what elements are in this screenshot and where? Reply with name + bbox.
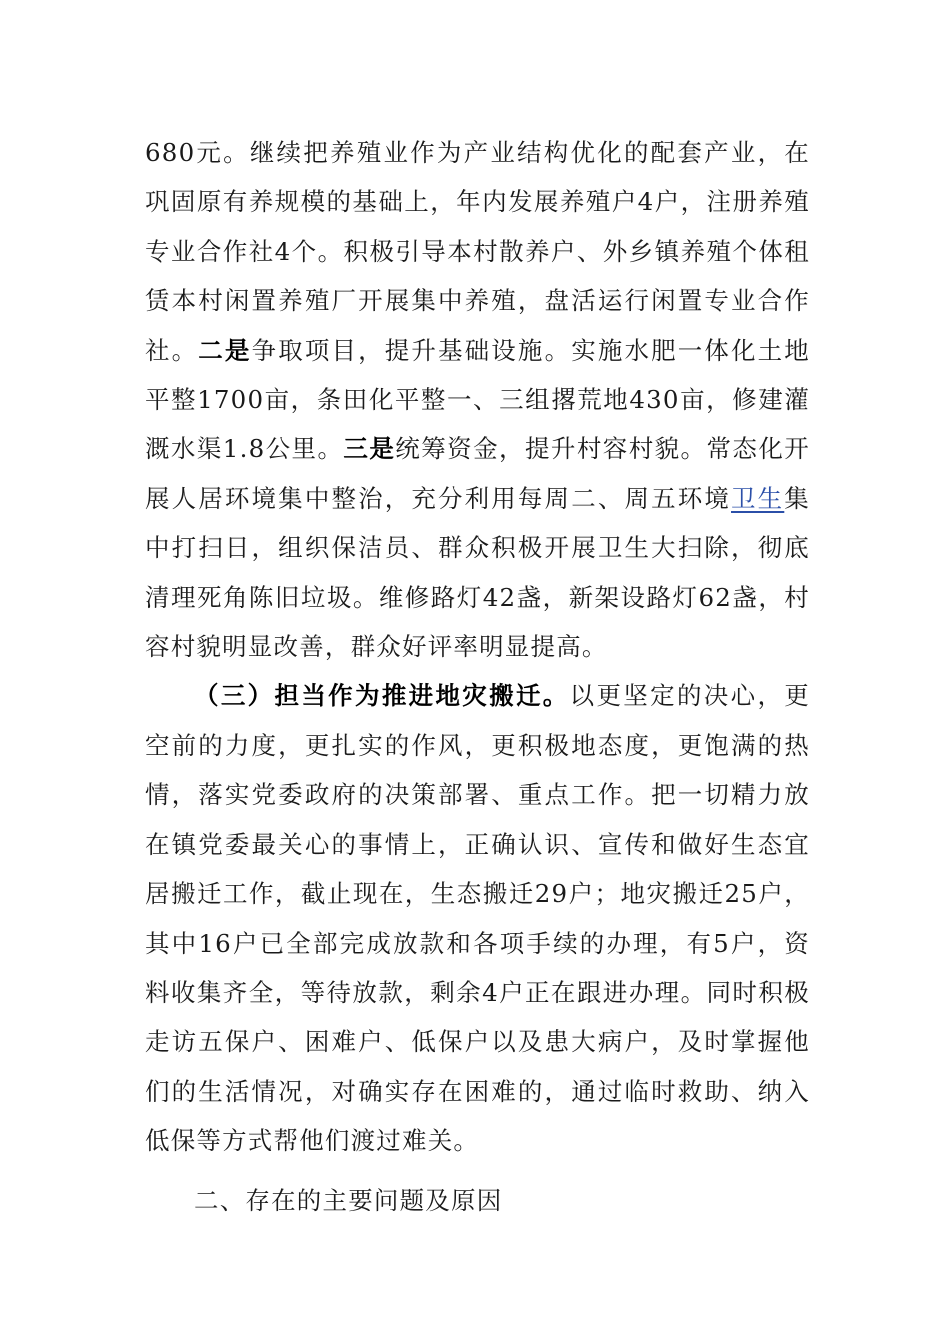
bold-lead-three: 三是 [343, 434, 396, 464]
paragraph-text: 集中打扫日，组织保洁员、群众积极开展卫生大扫除，彻底清理死角陈旧垃圾。维修路灯42盏，新架设路灯62盏，村容村貌明显改善，群众好评率明显提高。 [145, 483, 810, 662]
hygiene-link[interactable]: 卫生 [731, 483, 785, 513]
paragraph-text: 680元。继续把养殖业作为产业结构优化的配套产业，在巩固原有养规模的基础上，年内发展养殖户4户，注册养殖专业合作社4个。积极引导本村散养户、外乡镇养殖个体租赁本村闲置养殖厂开展集中养殖，盘活运行闲置专业合作社。 [145, 138, 810, 365]
paragraph-disaster-relocation [145, 671, 810, 1165]
document-body [145, 128, 810, 1225]
section-heading-three: （三）担当作为推进地灾搬迁。 [194, 681, 570, 711]
section-heading-problems: 二、存在的主要问题及原因 [194, 1185, 503, 1215]
paragraph-text: 争取项目，提升基础设施。实施水肥一体化土地平整1700亩，条田化平整一、三组撂荒地430亩，修建灌溉水渠1.8公里。 [145, 335, 810, 464]
bold-lead-two: 二是 [198, 335, 252, 365]
paragraph-text: 以更坚定的决心，更空前的力度，更扎实的作风，更积极地态度，更饱满的热情，落实党委政府的决策部署、重点工作。把一切精力放在镇党委最关心的事情上，正确认识、宣传和做好生态宜居搬迁工作，截止现在，生态搬迁29户；地灾搬迁25户，其中16户已全部完成放款和各项手续的办理，有5户，资料收集齐全，等待放款，剩余4户正在跟进办理。同时积极走访五保户、困难户、低保户以及患大病户，及时掌握他们的生活情况，对确实存在困难的，通过临时救助、纳入低保等方式帮他们渡过难关。 [145, 681, 810, 1156]
paragraph-text: 统筹资金，提升村容村貌。常态化开展人居环境集中整治，充分利用每周二、周五环境 [145, 434, 810, 513]
paragraph-industry-infrastructure [145, 128, 810, 671]
